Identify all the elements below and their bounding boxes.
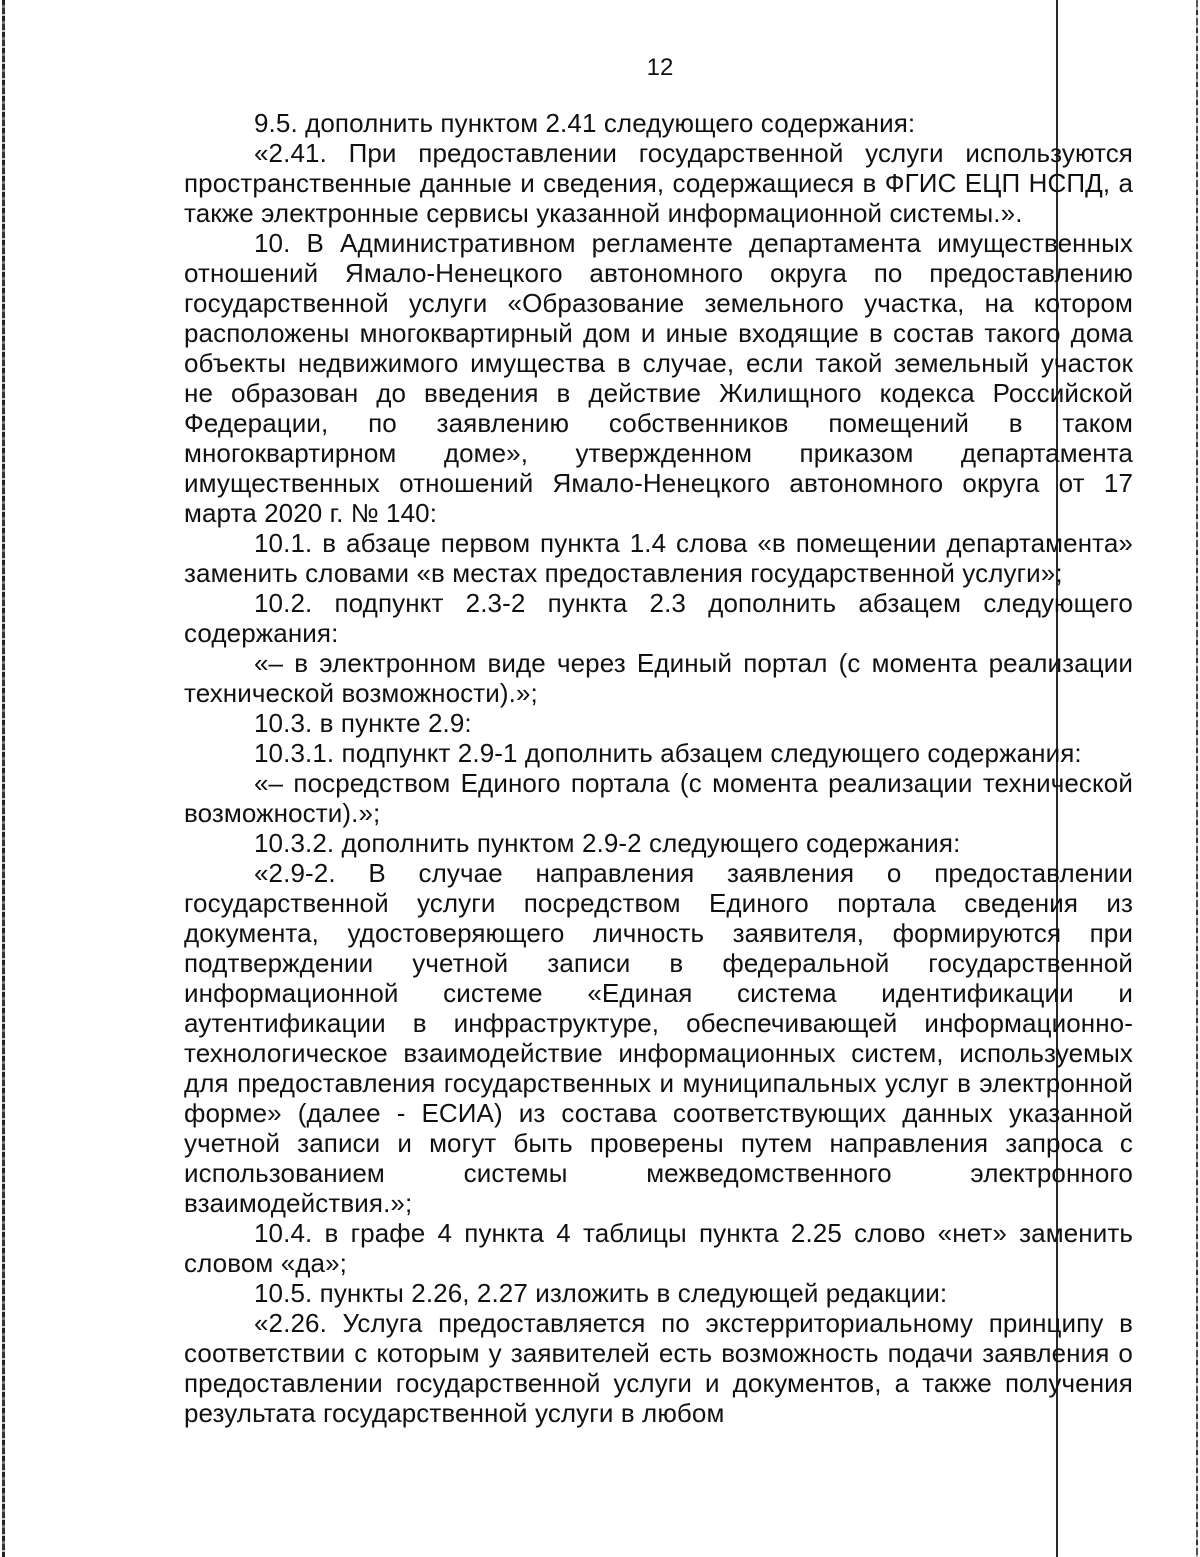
paragraph-2-41-quote: «2.41. При предоставлении государственной услуги используются пространственные данные и сведения, содержащиеся в ФГИС ЕЦП НСПД, а также электронные сервисы указанной информационной системы.». <box>184 138 1133 228</box>
paragraph-10-3-1-quote: «– посредством Единого портала (с момента реализации технической возможности).»; <box>184 768 1133 828</box>
paragraph-10: 10. В Административном регламенте департамента имущественных отношений Ямало-Ненецкого автономного округа по предоставлению государственной услуги «Образование земельного участка, на котором расположены многоквартирный дом и иные входящие в состав такого дома объекты недвижимого имущества в случае, если такой земельный участок не образован до введения в действие Жилищного кодекса Российской Федерации, по заявлению собственников помещений в таком многоквартирном доме», утвержденном приказом департамента имущественных отношений Ямало-Ненецкого автономного округа от 17 марта 2020 г. № 140: <box>184 228 1133 528</box>
paragraph-2-26-quote: «2.26. Услуга предоставляется по экстерриториальному принципу в соответствии с которым у заявителей есть возможность подачи заявления о предоставлении государственной услуги и документов, а также получения результата государственной услуги в любом <box>184 1308 1133 1428</box>
paragraph-10-5: 10.5. пункты 2.26, 2.27 изложить в следующей редакции: <box>254 1278 948 1308</box>
page-number: 12 <box>646 54 674 81</box>
paragraph-10-4: 10.4. в графе 4 пункта 4 таблицы пункта 2.25 слово «нет» заменить словом «да»; <box>184 1218 1133 1278</box>
paragraph-10-3-1: 10.3.1. подпункт 2.9-1 дополнить абзацем следующего содержания: <box>254 738 1082 768</box>
paragraph-10-3-2: 10.3.2. дополнить пунктом 2.9-2 следующего содержания: <box>254 828 961 858</box>
scan-edge-right <box>1196 0 1198 1557</box>
document-body <box>184 108 1133 1428</box>
paragraph-10-3: 10.3. в пункте 2.9: <box>254 708 472 738</box>
scan-edge-left <box>2 0 5 1557</box>
paragraph-10-2: 10.2. подпункт 2.3-2 пункта 2.3 дополнить абзацем следующего содержания: <box>184 588 1133 648</box>
paragraph-10-1: 10.1. в абзаце первом пункта 1.4 слова «в помещении департамента» заменить словами «в местах предоставления государственной услуги»; <box>184 528 1133 588</box>
paragraph-2-9-2-quote: «2.9-2. В случае направления заявления о предоставлении государственной услуги посредством Единого портала сведения из документа, удостоверяющего личность заявителя, формируются при подтверждении учетной записи в федеральной государственной информационной системе «Единая система идентификации и аутентификации в инфраструктуре, обеспечивающей информационно-технологическое взаимодействие информационных систем, используемых для предоставления государственных и муниципальных услуг в электронной форме» (далее - ЕСИА) из состава соответствующих данных указанной учетной записи и могут быть проверены путем направления запроса с использованием системы межведомственного электронного взаимодействия.»; <box>184 858 1133 1218</box>
paragraph-10-2-quote: «– в электронном виде через Единый портал (с момента реализации технической возможности).»; <box>184 648 1133 708</box>
paragraph-9-5: 9.5. дополнить пунктом 2.41 следующего содержания: <box>254 108 916 138</box>
